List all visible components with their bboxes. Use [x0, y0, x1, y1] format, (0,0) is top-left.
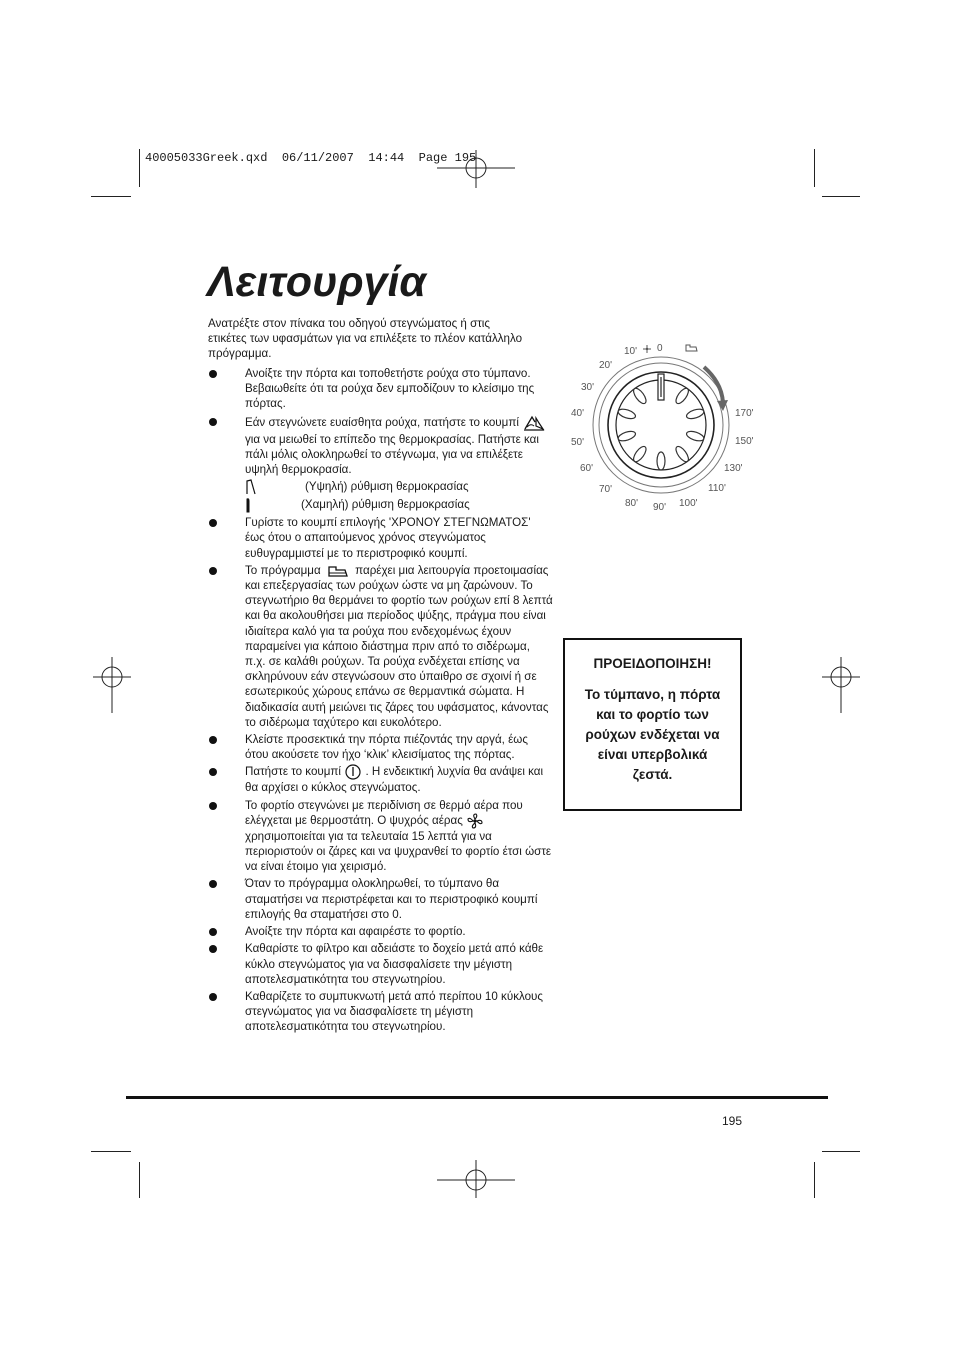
warning-body: Το τύμπανο, η πόρτα και το φορτίο των ρούχων ενδέχεται να είναι υπερβολικά ζεστά.	[584, 687, 721, 782]
dial-grip	[617, 430, 637, 443]
start-button-icon	[344, 764, 362, 780]
temperature-low-row: (Χαμηλή) ρύθμιση θερμοκρασίας	[208, 497, 553, 513]
dial-grip	[674, 386, 691, 405]
registration-mark-bottom	[437, 1160, 517, 1200]
list-item: Κλείστε προσεκτικά την πόρτα πιέζοντάς την αργά, έως ότου ακούσετε τον ήχο ‘κλικ’ κλεισίματος της πόρτας.	[208, 732, 553, 762]
dial-label: 60'	[580, 463, 594, 474]
dial-label: 170'	[735, 408, 754, 419]
dial-label: 100'	[679, 498, 698, 509]
dial-label: 130'	[724, 463, 743, 474]
dial-grip	[685, 407, 705, 420]
dial-label: 30'	[581, 382, 595, 393]
dial-grip	[685, 430, 705, 443]
list-item: Καθαρίστε το φίλτρο και αδειάστε το δοχείο μετά από κάθε κύκλο στεγνώματος για να διασφαλίσετε την μέγιστη αποτελεσματικότητα του στεγνωτηρίου.	[208, 941, 553, 987]
instruction-list	[208, 366, 553, 1037]
registration-mark-right	[822, 657, 862, 717]
list-item: Το πρόγραμμα παρέχει μια λειτουργία προετοιμασίας και επεξεργασίας των ρούχων ώστε να μη ζαρώνουν. Το στεγνωτήριο θα θερμάνει το φορτίο των ρούχων επί 8 λεπτά και θα ακολουθήσει μια περίοδος ψύξης, πράγμα που είναι ιδιαίτερα καλό για τα ρούχα που ενδεχομένως έχουν παραμείνει για κάποιο διάστημα πριν από το σιδέρωμα, π.χ. σε καλάθι ρούχων. Τα ρούχα ενδέχεται επίσης να σκληρύνουν εάν στεγνώσουν στο ύπαιθρο σε σχοινί ή σε εσωτερικούς χώρους επάνω σε θερμαντικά σώματα. Η διαδικασία αυτή μειώνει τις ζάρες του υφάσματος, κάνοντας το σιδέρωμα ταχύτερο και ευκολότερο.	[208, 563, 553, 730]
page-title: Λειτουργία	[207, 258, 427, 306]
list-item: Ανοίξτε την πόρτα και αφαιρέστε το φορτίο.	[208, 924, 553, 939]
dial-label: 80'	[625, 498, 639, 509]
list-item: Πατήστε το κουμπί . Η ενδεικτική λυχνία θα ανάψει και θα αρχίσει ο κύκλος στεγνώματος.	[208, 764, 553, 795]
dial-label: 20'	[599, 360, 613, 371]
list-item: Εάν στεγνώνετε ευαίσθητα ρούχα, πατήστε το κουμπί για να μειωθεί το επίπεδο της θερμοκρασίας. Πατήστε και πάλι μόλις ολοκληρωθεί το στέγνωμα, για να επιλέξετε υψηλή θερμοκρασία.	[208, 414, 553, 478]
dial-label: 50'	[571, 437, 585, 448]
print-slug: 40005033Greek.qxd 06/11/2007 14:44 Page 195	[145, 151, 477, 165]
delicate-button-icon	[522, 414, 548, 432]
dial-grip	[617, 407, 637, 420]
bottom-rule	[126, 1096, 828, 1099]
temperature-high-row: (Υψηλή) ρύθμιση θερμοκρασίας	[208, 479, 553, 495]
dial-label: 0	[657, 343, 663, 354]
list-item: Ανοίξτε την πόρτα και τοποθετήστε ρούχα στο τύμπανο. Βεβαιωθείτε ότι τα ρούχα δεν εμποδίζουν το κλείσιμο της πόρτας.	[208, 366, 553, 412]
list-item: Όταν το πρόγραμμα ολοκληρωθεί, το τύμπανο θα σταματήσει να περιστρέφεται και το περιστροφικό κουμπί επιλογής θα σταματήσει στο 0.	[208, 876, 553, 922]
warning-box	[563, 638, 742, 811]
iron-icon	[327, 564, 349, 578]
dial-label: 40'	[571, 408, 585, 419]
list-item: Γυρίστε το κουμπί επιλογής 'ΧΡΟΝΟΥ ΣΤΕΓΝΩΜΑΤΟΣ' έως ότου ο απαιτούμενος χρόνος στεγνώματος ευθυγραμμιστεί με το περιστροφικό κουμπί.	[208, 515, 553, 561]
dial-label: 90'	[653, 502, 667, 513]
dial-grip	[657, 452, 665, 470]
intro-paragraph: Ανατρέξτε στον πίνακα του οδηγού στεγνώματος ή στις ετικέτες των υφασμάτων για να επιλέξετε το πλέον κατάλληλο πρόγραμμα.	[208, 317, 523, 361]
dial-label: 10'	[624, 346, 638, 357]
dial-grip	[631, 386, 648, 405]
dial-label: 150'	[735, 436, 754, 447]
list-item: Το φορτίο στεγνώνει με περιδίνιση σε θερμό αέρα που ελέγχεται με θερμοστάτη. Ο ψυχρός αέρας χρησιμοποιείται για τα τελευταία 15 λεπτά για να περιοριστούν οι ζάρες και να ψυχρανθεί το φορτίο έτσι ώστε να είναι έτοιμο για χειρισμό.	[208, 798, 553, 875]
low-heat-icon	[245, 497, 257, 513]
dial-label: 110'	[708, 483, 726, 494]
list-item: Καθαρίζετε το συμπυκνωτή μετά από περίπου 10 κύκλους στεγνώματος για να διασφαλίσετε τη μέγιστη αποτελεσματικότητα του στεγνωτηρίου.	[208, 989, 553, 1035]
registration-mark-left	[93, 657, 133, 717]
dial-grip	[674, 444, 691, 463]
dial-label: 70'	[599, 484, 613, 495]
fan-icon	[643, 345, 651, 353]
iron-icon	[686, 345, 697, 351]
fan-icon	[466, 813, 484, 829]
timer-dial-illustration	[566, 337, 766, 522]
page-number: 195	[722, 1114, 743, 1128]
dial-grip	[631, 444, 648, 463]
high-heat-icon	[245, 479, 257, 495]
warning-heading: ΠΡΟΕΙΔΟΠΟΙΗΣΗ!	[593, 656, 712, 671]
